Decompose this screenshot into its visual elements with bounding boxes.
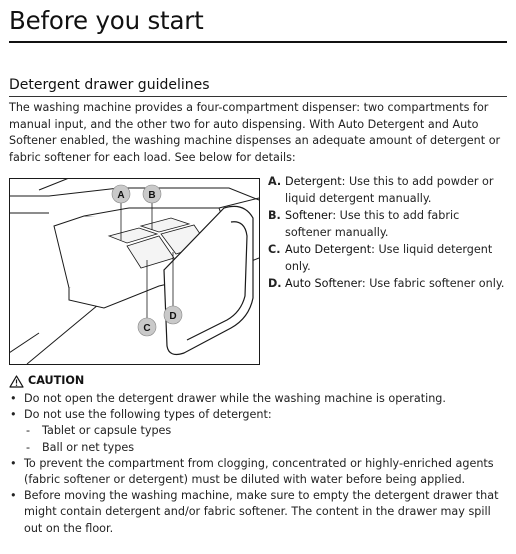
- compartment-legend: [268, 174, 508, 294]
- legend-desc: : Use fabric softener only.: [361, 277, 505, 290]
- callout-c-label: C: [143, 323, 151, 334]
- intro-paragraph: The washing machine provides a four-compartment dispenser: two compartments for manual input, and the other two for auto dispensing. With Auto Detergent and Auto Softener enabled, the washing machine dispenses an adequate amount of detergent or fabric softener for each load. See below for details:: [9, 101, 501, 164]
- section-rule: [9, 96, 507, 97]
- legend-letter: B.: [268, 209, 281, 222]
- legend-item: [268, 242, 508, 275]
- legend-desc: : Use liquid detergent only.: [285, 243, 493, 273]
- page-title: Before you start: [9, 6, 204, 35]
- caution-item: [9, 391, 507, 407]
- callout-a: [112, 185, 130, 203]
- legend-term: Auto Softener: [285, 277, 362, 290]
- legend-term: Detergent: [285, 175, 342, 188]
- caution-heading: [9, 373, 84, 389]
- title-rule: [9, 41, 507, 43]
- legend-desc: : Use this to add powder or liquid detergent manually.: [285, 175, 494, 205]
- caution-item-text: Before moving the washing machine, make sure to empty the detergent drawer that might contain detergent and/or fabric softener. The content in the drawer may spill out on the floor.: [24, 489, 499, 535]
- caution-list: [9, 391, 507, 537]
- detergent-drawer-illustration: [9, 178, 260, 365]
- caution-label: CAUTION: [28, 374, 85, 387]
- legend-letter: A.: [268, 175, 282, 188]
- caution-sub-item: - Ball or net types: [24, 440, 507, 456]
- detergent-drawer-figure: [9, 178, 260, 365]
- callout-a-label: A: [117, 190, 125, 201]
- caution-sub-item: - Tablet or capsule types: [24, 423, 507, 439]
- caution-item-text: Do not use the following types of detergent:: [24, 408, 272, 422]
- legend-letter: C.: [268, 243, 281, 256]
- caution-item: [9, 407, 507, 456]
- legend-item: [268, 208, 508, 241]
- callout-d: [164, 306, 182, 324]
- section-heading: Detergent drawer guidelines: [9, 77, 210, 93]
- legend-item: [268, 276, 508, 293]
- caution-item: [9, 456, 507, 488]
- warning-triangle-icon: [9, 375, 24, 388]
- callout-d-label: D: [169, 311, 177, 322]
- callout-b-label: B: [148, 190, 156, 201]
- caution-item-text: To prevent the compartment from clogging, concentrated or highly-enriched agents (fabric softener or detergent) must be diluted with water before being applied.: [24, 456, 494, 487]
- legend-item: [268, 174, 508, 207]
- callout-c: [138, 318, 156, 336]
- legend-letter: D.: [268, 277, 282, 290]
- caution-item-text: Do not open the detergent drawer while the washing machine is operating.: [24, 392, 446, 405]
- legend-term: Auto Detergent: [285, 243, 372, 256]
- caution-sub-list: [24, 423, 507, 455]
- callout-b: [143, 185, 161, 203]
- caution-item: [9, 488, 507, 537]
- legend-term: Softener: [285, 209, 333, 222]
- legend-desc: : Use this to add fabric softener manually.: [285, 209, 460, 239]
